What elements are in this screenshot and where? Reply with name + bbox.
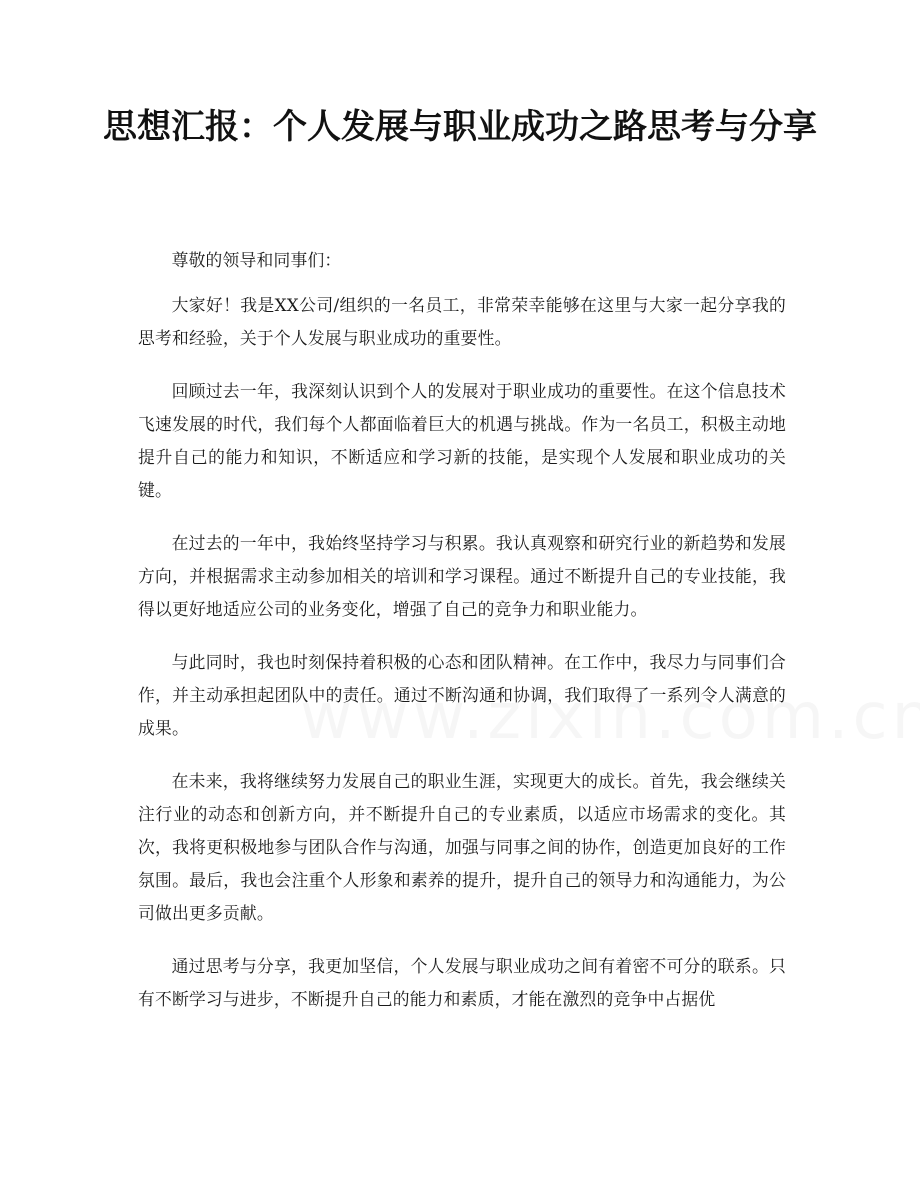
paragraph-3: 在过去的一年中，我始终坚持学习与积累。我认真观察和研究行业的新趋势和发展方向，并根据需求主动参加相关的培训和学习课程。通过不断提升自己的专业技能，我得以更好地适应公司的业务变化，增强了自己的竞争力和职业能力。 [138, 533, 786, 619]
document-title: 思想汇报：个人发展与职业成功之路思考与分享 [103, 107, 817, 147]
paragraph-4: 与此同时，我也时刻保持着积极的心态和团队精神。在工作中，我尽力与同事们合作，并主动承担起团队中的责任。通过不断沟通和协调，我们取得了一系列令人满意的成果。 [138, 652, 786, 738]
paragraph-5: 在未来，我将继续努力发展自己的职业生涯，实现更大的成长。首先，我会继续关注行业的动态和创新方向，并不断提升自己的专业素质，以适应市场需求的变化。其次，我将更积极地参与团队合作与沟通，加强与同事之间的协作，创造更加良好的工作氛围。最后，我也会注重个人形象和素养的提升，提升自己的领导力和沟通能力，为公司做出更多贡献。 [138, 771, 786, 923]
document-body [138, 244, 786, 1036]
paragraph-1: 大家好！我是XX公司/组织的一名员工，非常荣幸能够在这里与大家一起分享我的思考和经验，关于个人发展与职业成功的重要性。 [138, 295, 786, 348]
paragraph-2: 回顾过去一年，我深刻认识到个人的发展对于职业成功的重要性。在这个信息技术飞速发展的时代，我们每个人都面临着巨大的机遇与挑战。作为一名员工，积极主动地提升自己的能力和知识，不断适应和学习新的技能，是实现个人发展和职业成功的关键。 [138, 381, 786, 500]
paragraph-6: 通过思考与分享，我更加坚信，个人发展与职业成功之间有着密不可分的联系。只有不断学习与进步，不断提升自己的能力和素质，才能在激烈的竞争中占据优 [138, 956, 786, 1009]
salutation: 尊敬的领导和同事们： [171, 250, 342, 270]
